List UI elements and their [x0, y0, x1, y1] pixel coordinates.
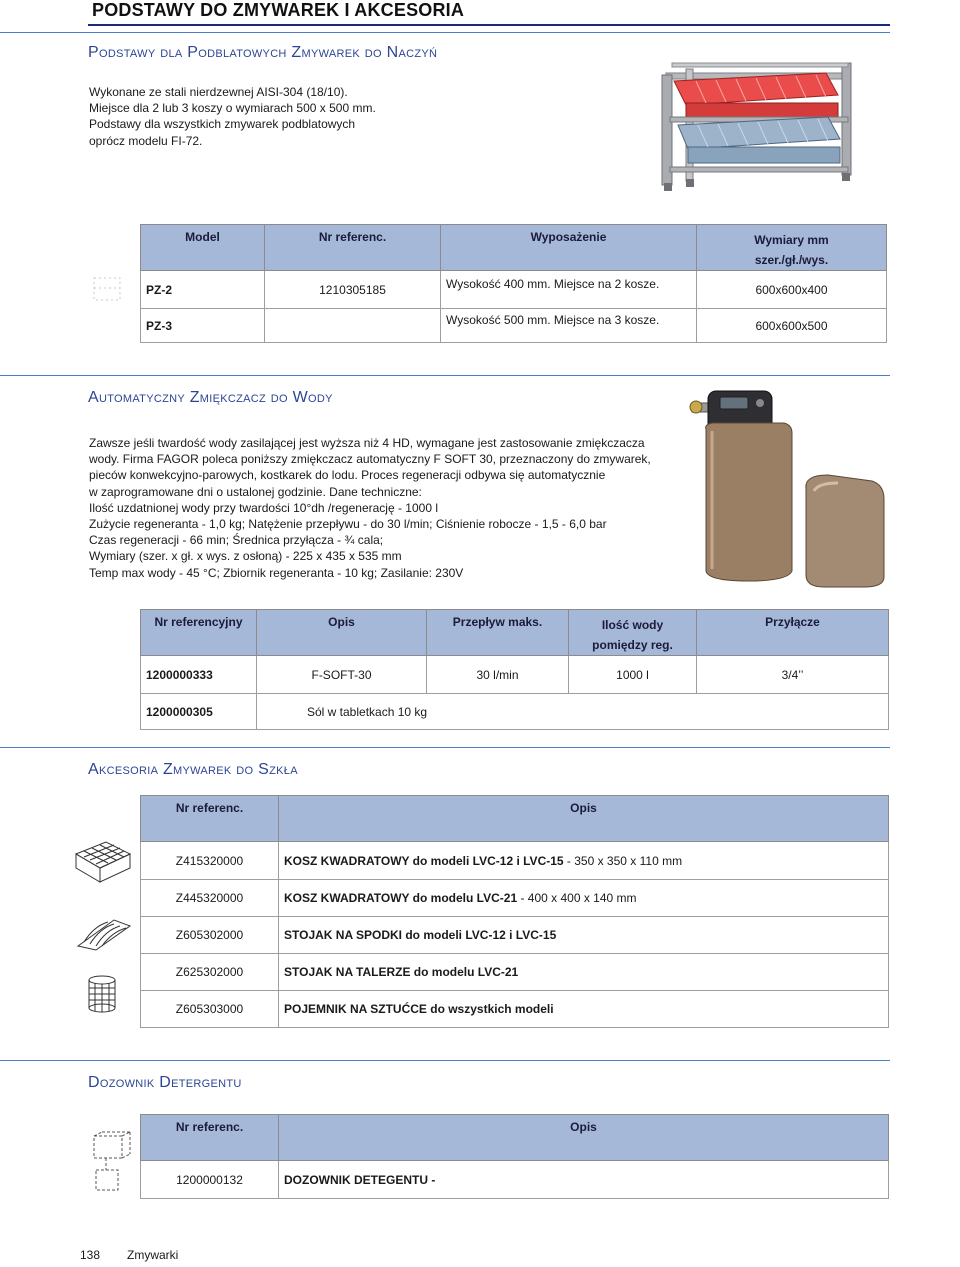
description-bold: STOJAK NA SPODKI do modeli LVC-12 i LVC-15: [284, 928, 557, 942]
col-header-ref: Nr referencyjny: [141, 610, 257, 656]
table-row: [141, 954, 889, 991]
equipment-cell: Wysokość 500 mm. Miejsce na 3 kosze.: [441, 309, 697, 343]
footer-section-name: Zmywarki: [127, 1248, 179, 1262]
ref-cell: Z605303000: [141, 991, 279, 1028]
table-header-row: [141, 796, 889, 842]
stand-sketch-icon: [90, 272, 126, 306]
ref-cell: 1200000333: [141, 656, 257, 694]
description-cell: Sól w tabletkach 10 kg: [257, 694, 889, 730]
ref-cell: Z625302000: [141, 954, 279, 991]
section-title-dozownik: Dozownik Detergentu: [88, 1074, 242, 1091]
podstawy-description: [89, 84, 376, 149]
table-header-row: [141, 225, 887, 271]
ref-cell: 1200000305: [141, 694, 257, 730]
description-bold: KOSZ KWADRATOWY do modeli LVC-12 i LVC-15: [284, 853, 564, 868]
table-header-row: [141, 1115, 889, 1161]
ref-cell: 1210305185: [265, 271, 441, 309]
col-header-ref: Nr referenc.: [141, 796, 279, 842]
page-number: 138: [80, 1248, 101, 1262]
text-line: Miejsce dla 2 lub 3 koszy o wymiarach 500 x 500 mm.: [89, 101, 376, 116]
connection-cell: 3/4’’: [697, 656, 889, 694]
table-row: [141, 1161, 889, 1199]
ref-cell: Z415320000: [141, 842, 279, 880]
table-row: [141, 991, 889, 1028]
section-title-akcesoria: Akcesoria Zmywarek do Szkła: [88, 761, 298, 778]
description-rest: - 350 x 350 x 110 mm: [563, 853, 683, 868]
text-line: Wykonane ze stali nierdzewnej AISI-304 (18/10).: [89, 85, 348, 99]
description-rest: - 400 x 400 x 140 mm: [517, 891, 637, 905]
col-header-ref: Nr referenc.: [265, 225, 441, 271]
text-line: Zawsze jeśli twardość wody zasilającej jest wyższa niż 4 HD, wymagane jest zastosowanie zmiękczacza: [89, 436, 645, 450]
text-line: Zużycie regeneranta - 1,0 kg; Natężenie przepływu - do 30 l/min; Ciśnienie robocze - 1,5 - 6,0 bar: [89, 517, 607, 532]
col-header-model: Model: [141, 225, 265, 271]
col-header-dimensions: [697, 225, 887, 271]
model-cell: PZ-3: [141, 309, 265, 343]
col-header-dimensions-sub: szer./gł./wys.: [754, 253, 829, 267]
water-softener-image: [688, 385, 888, 590]
section-divider: [0, 32, 890, 33]
description-bold: DOZOWNIK DETEGENTU -: [284, 1172, 436, 1187]
description-cell: [279, 842, 889, 880]
ref-cell: Z605302000: [141, 917, 279, 954]
table-row: [141, 271, 887, 309]
zmiekczacz-description: [89, 435, 651, 581]
cutlery-holder-icon: [84, 974, 120, 1014]
text-line: wody. Firma FAGOR poleca poniższy zmiękczacz automatyczny F SOFT 30, przeznaczony do zmywarek,: [89, 452, 651, 467]
col-header-connection: Przyłącze: [697, 610, 889, 656]
ref-cell: Z445320000: [141, 880, 279, 917]
text-line: Temp max wody - 45 °C; Zbiornik regeneranta - 10 kg; Zasilanie: 230V: [89, 565, 464, 580]
section-title-zmiekczacz: Automatyczny Zmiękczacz do Wody: [88, 389, 333, 406]
description-cell: [279, 954, 889, 991]
table-row: [141, 309, 887, 343]
text-line: Ilość uzdatnionej wody przy twardości 10°dh /regenerację - 1000 l: [89, 500, 438, 515]
saucer-rack-icon: [74, 912, 134, 952]
table-row: [141, 917, 889, 954]
flow-cell: 30 l/min: [427, 656, 569, 694]
equipment-cell: Wysokość 400 mm. Miejsce na 2 kosze.: [441, 271, 697, 309]
dimensions-cell: 600x600x400: [697, 271, 887, 309]
col-header-water-label: Ilość wody: [601, 618, 664, 632]
description-cell: [279, 991, 889, 1028]
ref-cell: 1200000132: [141, 1161, 279, 1199]
table-header-row: [141, 610, 889, 656]
text-line: Wymiary (szer. x gł. x wys. z osłoną) - 225 x 435 x 535 mm: [89, 549, 402, 564]
text-line: oprócz modelu FI-72.: [89, 133, 203, 148]
col-header-equipment: Wyposażenie: [441, 225, 697, 271]
col-header-water-sub: pomiędzy reg.: [592, 638, 673, 652]
section-divider: [0, 747, 890, 748]
dishwasher-stand-image: [656, 55, 864, 195]
text-line: w zaprogramowane dni o ustalonej godzinie. Dane techniczne:: [89, 484, 422, 499]
water-amount-cell: 1000 l: [569, 656, 697, 694]
col-header-description: Opis: [279, 1115, 889, 1161]
table-row: [141, 880, 889, 917]
description-bold: POJEMNIK NA SZTUĆCE do wszystkich modeli: [284, 1002, 554, 1016]
col-header-description: Opis: [257, 610, 427, 656]
ref-cell: [265, 309, 441, 343]
text-line: Czas regeneracji - 66 min; Średnica przyłącza - ¾ cala;: [89, 533, 384, 548]
page-title-rule: [88, 24, 890, 26]
table-row: [141, 842, 889, 880]
table-row: [141, 694, 889, 730]
description-bold: KOSZ KWADRATOWY do modelu LVC-21: [284, 891, 518, 905]
col-header-description: Opis: [279, 796, 889, 842]
detergent-dispenser-icon: [86, 1130, 136, 1200]
description-cell: F-SOFT-30: [257, 656, 427, 694]
akcesoria-table: [140, 795, 889, 1028]
text-line: pieców konwekcyjno-parowych, kostkarek do lodu. Proces regeneracji odbywa się automatycznie: [89, 468, 606, 483]
zmiekczacz-table: [140, 609, 889, 730]
col-header-dimensions-label: Wymiary mm: [754, 233, 829, 247]
dimensions-cell: 600x600x500: [697, 309, 887, 343]
model-cell: PZ-2: [141, 271, 265, 309]
col-header-ref: Nr referenc.: [141, 1115, 279, 1161]
description-cell: [279, 880, 889, 917]
page-title: PODSTAWY DO ZMYWAREK I AKCESORIA: [92, 0, 465, 20]
section-divider: [0, 1060, 890, 1061]
description-cell: [279, 1161, 889, 1199]
description-cell: [279, 917, 889, 954]
section-title-podstawy: Podstawy dla Podblatowych Zmywarek do Naczyń: [88, 44, 438, 61]
dozownik-table: [140, 1114, 889, 1199]
square-basket-icon: [72, 838, 134, 886]
description-bold: STOJAK NA TALERZE do modelu LVC-21: [284, 965, 519, 979]
col-header-flow: Przepływ maks.: [427, 610, 569, 656]
section-divider: [0, 375, 890, 376]
text-line: Podstawy dla wszystkich zmywarek podblatowych: [89, 117, 356, 132]
col-header-water-amount: [569, 610, 697, 656]
table-row: [141, 656, 889, 694]
podstawy-table: [140, 224, 887, 343]
